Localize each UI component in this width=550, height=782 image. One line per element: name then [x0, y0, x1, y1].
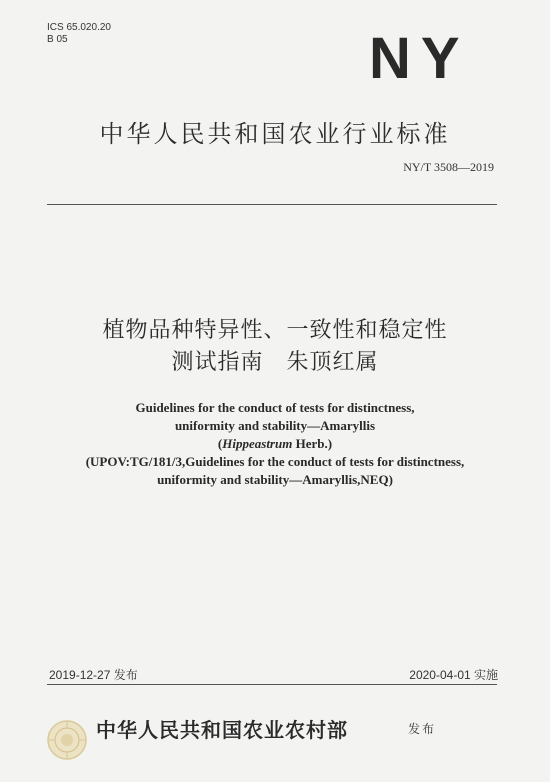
english-title-line-3	[0, 435, 550, 453]
standard-category-title: 中华人民共和国农业行业标准	[99, 120, 451, 148]
english-title-line-2: uniformity and stability—Amaryllis	[174, 418, 376, 433]
classification-codes	[47, 22, 111, 46]
ccs-code: B 05	[47, 34, 68, 45]
top-divider	[47, 204, 497, 205]
official-seal-icon	[46, 719, 88, 761]
issuing-authority: 中华人民共和国农业农村部	[96, 718, 348, 742]
genus-name: Hippeastrum	[222, 436, 293, 451]
chinese-title-line-2: 测试指南 朱顶红属	[171, 350, 379, 375]
bottom-divider	[47, 684, 497, 685]
ics-code: ICS 65.020.20	[47, 22, 111, 33]
english-title-line-1: Guidelines for the conduct of tests for distinctness,	[135, 400, 415, 415]
paren-open: (	[217, 436, 223, 451]
publish-date: 2019-12-27 发布	[49, 668, 138, 682]
implement-date: 2020-04-01 实施	[409, 668, 498, 682]
standard-number: NY/T 3508—2019	[403, 160, 494, 174]
chinese-title-line-1: 植物品种特异性、一致性和稳定性	[102, 318, 448, 343]
english-title-line-4: (UPOV:TG/181/3,Guidelines for the conduct of tests for distinctness,	[85, 454, 465, 469]
ny-logo: NY	[369, 26, 470, 91]
author-abbrev: Herb.)	[292, 436, 333, 451]
issuing-suffix: 发布	[408, 722, 437, 736]
english-title-line-5: uniformity and stability—Amaryllis,NEQ)	[157, 472, 393, 487]
